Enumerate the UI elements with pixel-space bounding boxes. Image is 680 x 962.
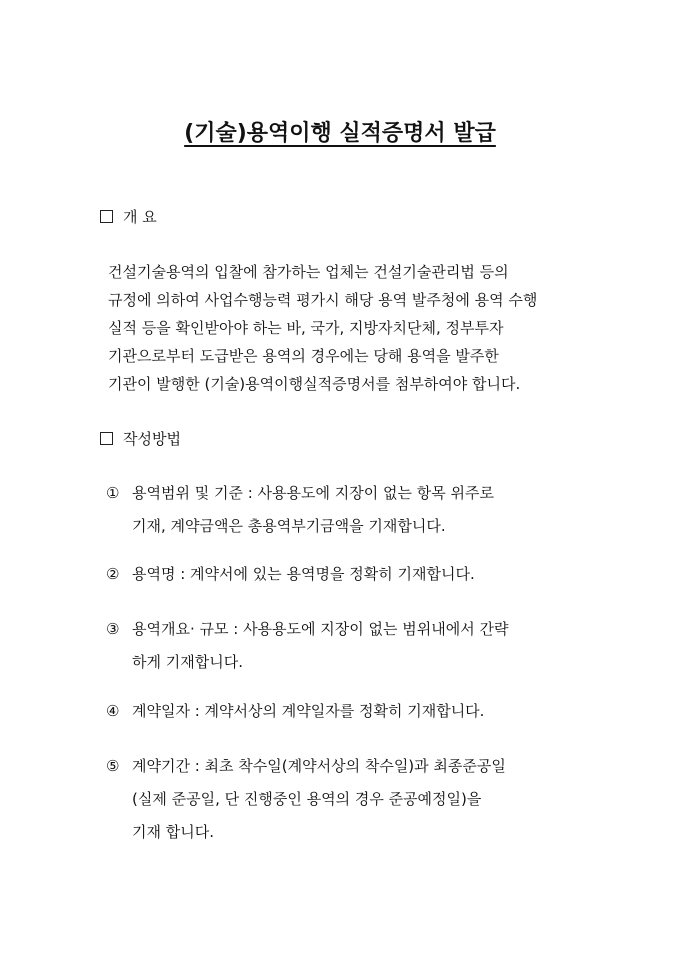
method-item-2 xyxy=(106,558,586,591)
item-text-continued: 기재 합니다. xyxy=(132,823,214,841)
item-number: ② xyxy=(106,565,120,583)
item-text-continued: 기재, 계약금액은 총용역부기금액을 기재합니다. xyxy=(132,517,446,535)
overview-heading xyxy=(100,206,157,227)
item-text: 용역명 : 계약서에 있는 용역명을 정확히 기재합니다. xyxy=(132,565,475,583)
item-text: 계약일자 : 계약서상의 계약일자를 정확히 기재합니다. xyxy=(132,702,485,720)
square-bullet-icon xyxy=(100,432,113,445)
item-number: ③ xyxy=(106,620,120,638)
method-item-3 xyxy=(106,613,586,679)
item-text: 용역범위 및 기준 : 사용용도에 지장이 없는 항목 위주로 xyxy=(132,484,494,502)
item-number: ① xyxy=(106,484,120,502)
method-heading xyxy=(100,428,181,449)
method-heading-label: 작성방법 xyxy=(123,430,181,448)
square-bullet-icon xyxy=(100,210,113,223)
item-text-continued: 하게 기재합니다. xyxy=(132,653,243,671)
title-text: (기술)용역이행 실적증명서 발급 xyxy=(184,121,496,146)
overview-line: 규정에 의하여 사업수행능력 평가시 해당 용역 발주청에 용역 수행 xyxy=(108,291,538,309)
method-item-4 xyxy=(106,695,586,728)
item-number: ⑤ xyxy=(106,757,120,775)
overview-line: 기관이 발행한 (기술)용역이행실적증명서를 첨부하여야 합니다. xyxy=(108,375,521,393)
item-text: 용역개요· 규모 : 사용용도에 지장이 없는 범위내에서 간략 xyxy=(132,620,509,638)
item-text: 계약기간 : 최초 착수일(계약서상의 착수일)과 최종준공일 xyxy=(132,757,506,775)
overview-line: 건설기술용역의 입찰에 참가하는 업체는 건설기술관리법 등의 xyxy=(108,263,509,281)
method-item-5 xyxy=(106,750,586,849)
page-title xyxy=(0,116,680,147)
overview-heading-label: 개 요 xyxy=(123,208,157,226)
item-text-continued: (실제 준공일, 단 진행중인 용역의 경우 준공예정일)을 xyxy=(132,790,482,808)
overview-line: 기관으로부터 도급받은 용역의 경우에는 당해 용역을 발주한 xyxy=(108,347,499,365)
method-item-1 xyxy=(106,477,586,543)
item-number: ④ xyxy=(106,702,120,720)
overview-paragraph xyxy=(108,258,584,398)
overview-line: 실적 등을 확인받아야 하는 바, 국가, 지방자치단체, 정부투자 xyxy=(108,319,504,337)
